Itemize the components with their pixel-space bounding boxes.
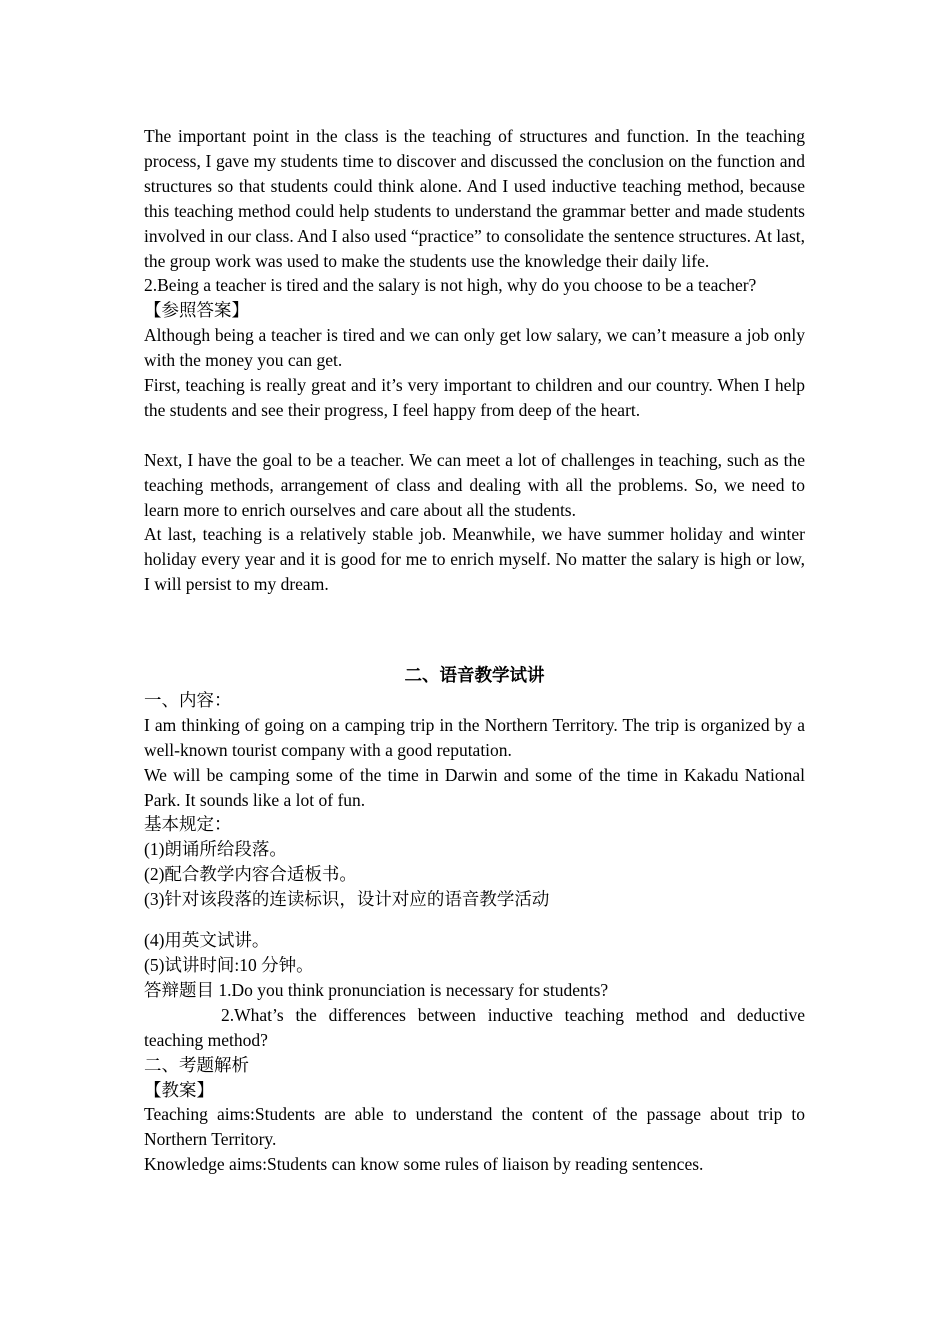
section-heading: 二、语音教学试讲 [404, 665, 545, 685]
defense-question-2: 2.What’s the differences between inductive teaching method and deductive teaching method? [144, 1004, 805, 1050]
blank-line [144, 423, 805, 448]
analysis-label: 二、考题解析 [144, 1054, 249, 1075]
rule-item-2: (2)配合教学内容合适板书。 [144, 864, 357, 885]
rule-item-3: (3)针对该段落的连读标识，设计对应的语音教学活动 [144, 889, 550, 910]
defense-question-1: 答辩题目 1.Do you think pronunciation is necessary for students? [144, 979, 609, 1000]
answer-paragraph-last: At last, teaching is a relatively stable job. Meanwhile, we have summer holiday and winter holiday every year and it is good for me to enrich myself. No matter the salary is high or low, I will persist to my dream. [144, 524, 805, 595]
paragraph-important-point: The important point in the class is the teaching of structures and function. In the teaching process, I gave my students time to discover and discussed the conclusion on the function and structures so that students could think alone. And I used inductive teaching method, because this teaching method could help students to understand the grammar better and made students involved in our class. And I also used “practice” to consolidate the sentence structures. At last, the group work was used to make the students use the knowledge their daily life. [144, 126, 805, 271]
rule-item-1: (1)朗诵所给段落。 [144, 839, 287, 860]
spacer [144, 912, 805, 928]
answer-paragraph-although: Although being a teacher is tired and we can only get low salary, we can’t measure a job only with the money you can get. [144, 325, 805, 371]
passage-paragraph-1: I am thinking of going on a camping trip in the Northern Territory. The trip is organized by a well-known tourist company with a good reputation. [144, 714, 805, 760]
knowledge-aims: Knowledge aims:Students can know some rules of liaison by reading sentences. [144, 1154, 704, 1175]
answer-paragraph-first: First, teaching is really great and it’s very important to children and our country. When I help the students and see their progress, I feel happy from deep of the heart. [144, 375, 805, 420]
rules-label: 基本规定： [144, 814, 232, 835]
spacer [144, 647, 805, 663]
document-page [144, 124, 805, 1177]
answer-paragraph-next: Next, I have the goal to be a teacher. We can meet a lot of challenges in teaching, such as the teaching methods, arrangement of class and dealing with all the problems. So, we need to learn more to enrich ourselves and care about all the students. [144, 449, 805, 520]
teaching-aims: Teaching aims:Students are able to understand the content of the passage about trip to Northern Territory. [144, 1104, 805, 1150]
passage-paragraph-2: We will be camping some of the time in Darwin and some of the time in Kakadu National Park. It sounds like a lot of fun. [144, 764, 805, 810]
question-2: 2.Being a teacher is tired and the salary is not high, why do you choose to be a teacher? [144, 275, 757, 296]
rule-item-4: (4)用英文试讲。 [144, 930, 270, 951]
reference-answer-label: 【参照答案】 [144, 300, 249, 321]
content-label: 一、内容： [144, 689, 232, 710]
blank-lines [144, 597, 805, 647]
lesson-plan-label: 【教案】 [144, 1079, 214, 1100]
rule-item-5: (5)试讲时间:10 分钟。 [144, 954, 314, 975]
